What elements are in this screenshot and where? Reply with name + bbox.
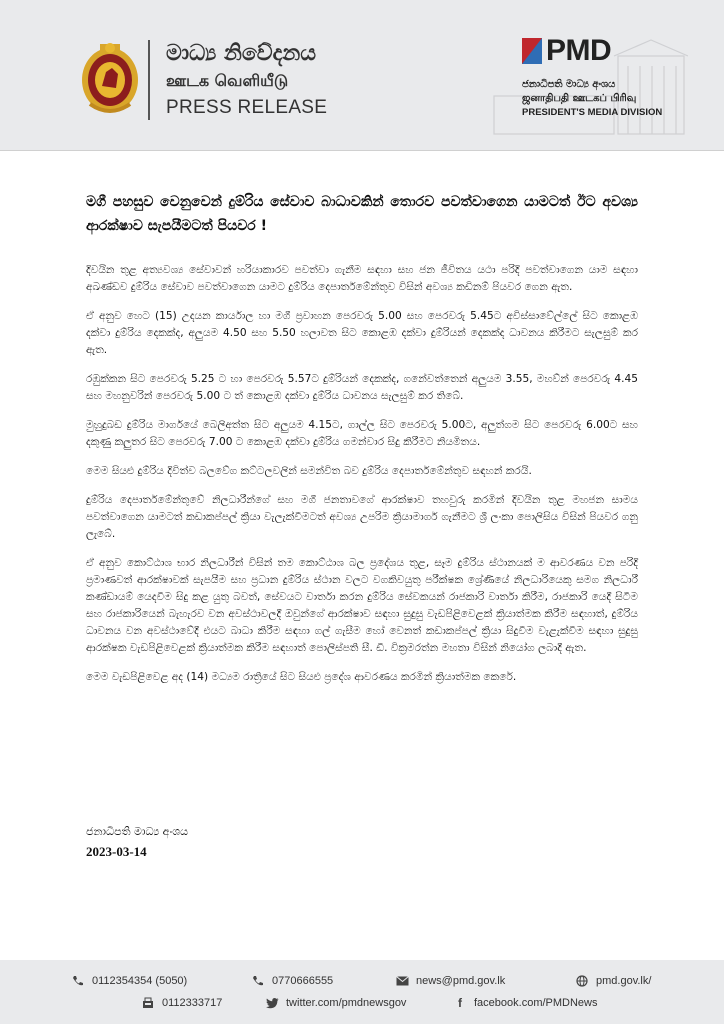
paragraph: දුම්රිය දෙපාර්තමේන්තුවේ නිලධාරීන්ගේ සහ මගී ජනතාවගේ ආරක්ෂාව තහවුරු කරමින් දිවයින තුළ මහජන සාමය පවත්වාගෙන යාමටත් කඩාකප්පල් ක්‍රියා වැලැක්වීමටත් අවශ්‍ය උපරිම ක්‍රියාමාර්ග ගැනීමට ශ්‍රී ලංකා පොලිසිය විසින් පියවර ගනු ලැබේ. [86, 494, 638, 540]
twitter-icon [264, 996, 280, 1010]
phone-icon [250, 974, 266, 988]
footer-email[interactable] [394, 974, 505, 988]
email-icon [394, 974, 410, 988]
footer-facebook[interactable] [452, 996, 598, 1010]
pmd-division-names [522, 78, 662, 120]
fax-icon [140, 996, 156, 1010]
paragraph: මුහුදුබඩ දුම්රිය මාර්ගයේ බෙලිඅත්ත සිට අලුයම 4.15ට, ගාල්ල සිට පෙරවරු 5.00ට, අලුත්ගම සිට පෙරවරු 6.00ට සහ දකුණු කලුතර සිට පෙරවරු 7.00 ට කොළඹ දක්වා දුම්රිය ගමන්වාර සිදු කිරීමට නියමිතය. [86, 419, 638, 448]
website-url[interactable]: pmd.gov.lk/ [596, 975, 652, 987]
pmd-logo [522, 34, 611, 68]
globe-icon [574, 974, 590, 988]
header-titles [166, 40, 327, 120]
article-title: මගී පහසුව වෙනුවෙන් දුම්රිය සේවාව බාධාවකින් තොරව පවත්වාගෙන යාමටත් ඊට අවශ්‍ය ආරක්ෂාව සැපයීමටත් පියවර ! [86, 194, 638, 234]
sinhala-title: මාධ්‍ය නිවේදනය [166, 41, 317, 66]
pmd-logo-text: PMD [546, 34, 612, 67]
paragraph: මෙම වැඩපිළිවෙළ අද (14) මධ්‍යම රාත්‍රියේ සිට සියළු ප්‍රදේශ ආවරණය කරමින් ක්‍රියාත්මක කෙරේ. [86, 671, 517, 683]
signoff-department: ජනාධිපති මාධ්‍ය අංශය [86, 825, 189, 838]
release-date: 2023-03-14 [86, 844, 147, 859]
footer-mobile [250, 974, 333, 988]
paragraph: මෙම සියළු දුම්රිය දිවිත්ව බලවේග කට්ටලවලින් සමන්විත බව දුම්රිය දෙපාර්තමේන්තුව සඳහන් කරයි. [86, 465, 532, 477]
pmd-line-sinhala: ජනාධිපති මාධ්‍ය අංශය [522, 79, 616, 90]
article-body [86, 262, 638, 698]
sri-lanka-emblem-icon [78, 38, 142, 116]
paragraph: ඒ අනුව හෙට (15) උදයන කාර්යාල හා මගී ප්‍රවාහන පෙරවරු 5.00 සහ පෙරවරු 5.45ට අවිස්සාවේල්ලේ සිට කොළඹ දක්වා දුම්රිය දෙකක්ද, අලුයම 4.50 සහ 5.50 හලාවත සිට කොළඹ දක්වා දුම්රියන් දෙකක්ද ධාවනය කිරීමට සැලසුම් කර ඇත. [86, 310, 638, 356]
signoff-block [86, 822, 188, 862]
pmd-line-english: PRESIDENT'S MEDIA DIVISION [522, 107, 663, 118]
phone-number: 0112354354 (5050) [92, 975, 188, 987]
email-address[interactable]: news@pmd.gov.lk [416, 975, 506, 987]
pmd-branding [488, 30, 688, 140]
pmd-line-tamil: ஜனாதிபதி ஊடகப் பிரிவு [522, 93, 637, 104]
press-header [0, 0, 724, 151]
tamil-title: ஊடக வெளியீடு [166, 71, 289, 90]
contact-footer [0, 960, 724, 1024]
english-title: PRESS RELEASE [166, 97, 328, 118]
footer-phone [70, 974, 187, 988]
paragraph: දිවයින තුළ අත්‍යවශ්‍ය සේවාවන් හරියාකාරව පවත්වා ගැනීම සඳහා සහ ජන ජීවිතය යථා පරිදි පවත්වාගෙන යාම සඳහා අඛණ්ඩව දුම්රිය සේවාව පවත්වාගෙන යාමට දුම්රිය දෙපාර්තමේන්තුව විසින් අවශ්‍ය කඩිනම් පියවර ගෙන ඇත. [86, 264, 638, 293]
phone-icon [70, 974, 86, 988]
pmd-logo-mark-icon [522, 38, 542, 64]
footer-twitter[interactable] [264, 996, 406, 1010]
mobile-number: 0770666555 [272, 975, 334, 987]
fax-number: 0112333717 [162, 997, 223, 1009]
paragraph: ඒ අනුව කොට්ඨාශ භාර නිලධාරීන් විසින් තම කොට්ඨාශ බල ප්‍රදේශය තුළ, සෑම දුම්රිය ස්ථානයක් ම ආවරණය වන පරිදි ප්‍රමාණවත් ආරක්ෂාවක් සැපයීම සහ ප්‍රධාන දුම්රිය ස්ථාන වලට වගකිවයුතු පරීක්ෂක ශ්‍රේණියේ නිලධාරියෙකු සමග නිලධාරී කණ්ඩායම් යෙදවීම සිදු කළ යුතු බවත්, සේවයට වාර්තා කරන දුම්රිය සේවකයන් රාජකාරි වාර්තා කිරීම, රාජකාරි යෙදී සිටීම සහ රාජකාරියෙන් බැහැරව වන අවස්ථාවලදී ඔවුන්ගේ ආරක්ෂාව සඳහා සුදුසු වැඩපිළිවෙළක් ක්‍රියාත්මක කිරීම සඳහාත්, දුම්රිය ධාවනය වන අවස්ථාවේදී එයට බාධා කිරීම සඳහා ගල් ගැසීම හෝ වෙනත් කඩාකප්පල් ක්‍රියා සිදුවීම වැළැක්වීම සඳහා සුදුසු ආරක්ෂක වැඩපිළිවෙළක් ක්‍රියාත්මක කිරීම සඳහාත් පොලිස්පති සී. ඩී. වික්‍රමරත්න මහතා විසින් නියෝග ලබාදී ඇත. [86, 557, 638, 654]
facebook-icon: f [458, 996, 462, 1010]
twitter-handle[interactable]: twitter.com/pmdnewsgov [286, 997, 407, 1009]
paragraph: රඹුක්කන සිට පෙරවරු 5.25 ට හා පෙරවරු 5.57ට දුම්රියන් දෙකක්ද, ගනේවත්තෙන් අලුයම 3.55, මහව්න් පෙරවරු 4.45 සහ මහනුවරින් පෙරවරු 5.00 ට ත් කොළඹ දක්වා දුම්රිය ධාවනය සැලසුම් කර තිබේ. [86, 373, 638, 402]
facebook-page[interactable]: facebook.com/PMDNews [474, 997, 598, 1009]
footer-website[interactable] [574, 974, 651, 988]
footer-fax [140, 996, 222, 1010]
header-divider [148, 40, 150, 120]
